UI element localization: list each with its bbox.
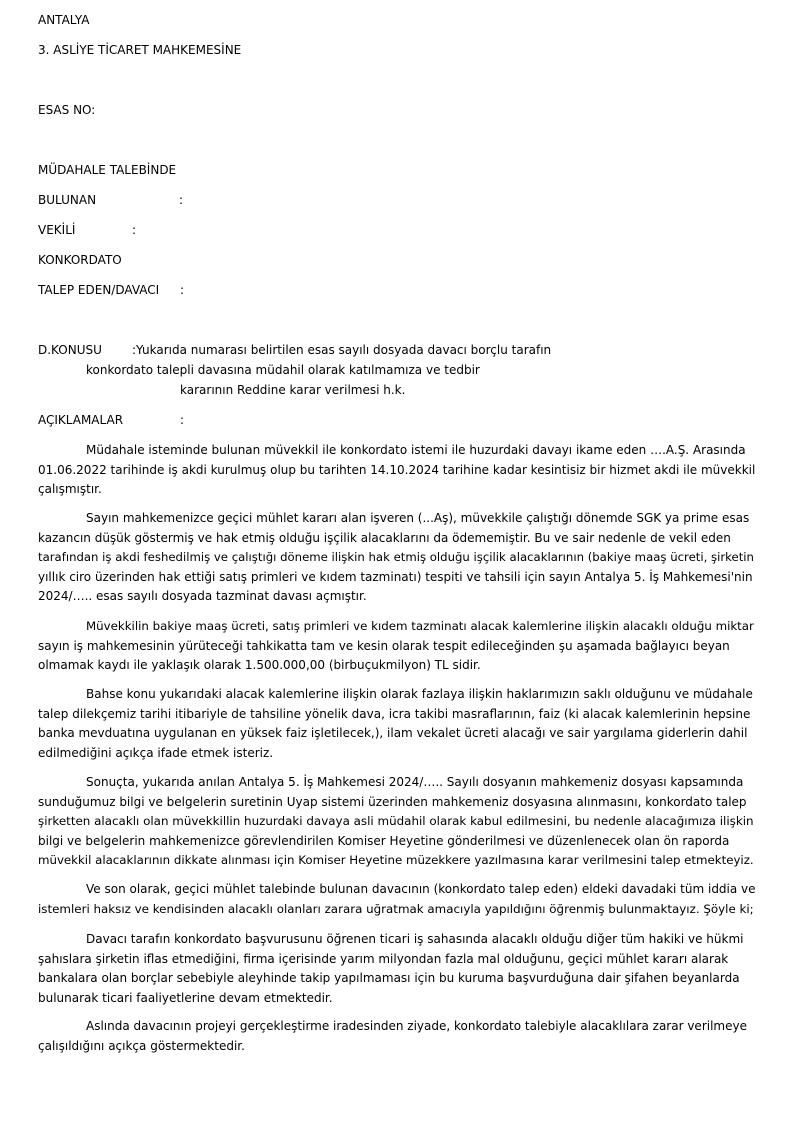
lawyer-colon: : xyxy=(132,223,137,237)
paragraph-line: yıllık ciro üzerinden hak ettiği satış primleri ve kıdem tazminatı) tespiti ve tahsili için sayın Antalya 5. İş Mahkemesi'nin xyxy=(38,569,753,584)
paragraph-line: 01.06.2022 tarihinde iş akdi kurulmuş olup bu tarihten 14.10.2024 tarihine kadar kesintisiz bir hizmet akdi ile müvekkil xyxy=(38,462,756,477)
paragraph-line: bulunarak ticari faaliyetlerine devam etmektedir. xyxy=(38,990,333,1005)
intervention-label-line1: MÜDAHALE TALEBİNDE xyxy=(38,163,177,177)
paragraph-line: bilgi ve belgelerin mahkemenizce görevlendirilen Komiser Heyetine gönderilmesi ve düzenlenecek olan ön raporda xyxy=(38,833,730,848)
paragraph-line: müvekkil alacaklarının dikkate alınması için Komiser Heyetine müzekkere yazılmasına karar verilmesini talep etmekteyiz. xyxy=(38,853,754,867)
lawyer-row xyxy=(38,222,158,238)
paragraph-5 xyxy=(38,773,758,871)
explanations-colon: : xyxy=(180,413,185,427)
paragraph-line: talep dilekçemiz tarihi itibariyle de tahsiline yönelik dava, icra takibi masraflarının, faiz (ki alacak kalemlerinin hepsine xyxy=(38,706,751,721)
paragraph-8 xyxy=(38,1017,758,1056)
paragraph-line: Ve son olarak, geçici mühlet talebinde bulunan davacının (konkordato talep eden) eldeki davadaki tüm iddia ve xyxy=(86,882,756,896)
subject-line1: :Yukarıda numarası belirtilen esas sayılı dosyada davacı borçlu tarafın xyxy=(132,343,552,357)
paragraph-line: Müdahale isteminde bulunan müvekkil ile konkordato istemi ile huzurdaki davayı ikame eden ….A.Ş. Arasında xyxy=(86,443,746,457)
paragraph-line: bankalara olan borçlar sebebiyle aleyhinde takip yapılmaması için bu kuruma başvurduğuna dair şifahen beyanlarda xyxy=(38,971,740,985)
paragraph-2 xyxy=(38,509,758,607)
bulunan-label: BULUNAN xyxy=(38,193,97,207)
esas-no-label: ESAS NO: xyxy=(38,103,96,117)
subject-line2: konkordato talepli davasına müdahil olarak katılmamıza ve tedbir xyxy=(86,363,480,377)
paragraph-line: istemleri haksız ve kendisinden alacaklı olanları zarara uğratmak amacıyla yapıldığını öğrenmiş bulunmaktayız. Şöyle ki; xyxy=(38,901,754,916)
paragraph-line: çalışmıştır. xyxy=(38,482,102,496)
paragraph-line: Davacı tarafın konkordato başvurusunu öğrenen ticari iş sahasında alacaklı olduğu diğer tüm hakiki ve hükmi xyxy=(86,932,744,946)
paragraph-line: Bahse konu yukarıdaki alacak kalemlerine ilişkin olarak fazlaya ilişkin haklarımızın saklı olduğunu ve müdahale xyxy=(86,687,753,701)
paragraph-line: kazancın düşük göstermiş ve hak etmiş olduğu işçilik alacaklarını da ödememiştir. Bu ve sair nedenle de vekil eden xyxy=(38,530,731,545)
header-city: ANTALYA xyxy=(38,13,90,27)
paragraph-line: Müvekkilin bakiye maaş ücreti, satış primleri ve kıdem tazminatı alacak kalemlerine ilişkin alacaklı olduğu miktar xyxy=(86,619,754,633)
paragraph-line: tarafından iş akdi feshedilmiş ve çalıştığı döneme ilişkin hak etmiş olduğu işçilik alacaklarının (bakiye maaş ücreti, şirketin xyxy=(38,550,754,564)
paragraph-line: edilmediğini açıkça ifade etmek isteriz. xyxy=(38,745,274,760)
intervention-label-line2 xyxy=(38,192,198,208)
explanations-label: AÇIKLAMALAR xyxy=(38,413,124,427)
paragraph-6 xyxy=(38,880,758,919)
paragraph-line: şirketten alacaklı olan müvekkillin huzurdaki davaya asli müdahil olarak kabul edilmesini, bu nedenle alacağımıza ilişkin xyxy=(38,814,754,828)
paragraph-line: Sonuçta, yukarıda anılan Antalya 5. İş Mahkemesi 2024/….. Sayılı dosyanın mahkemeniz dosyası kapsamında xyxy=(86,775,744,789)
konkordato-label-line1: KONKORDATO xyxy=(38,253,122,267)
paragraph-line: banka mevduatına uygulanan en yüksek faiz işletilecek,), ilam vekalet ücreti alacağı ve sair yargılama giderlerin dahil xyxy=(38,726,748,740)
talep-eden-colon: : xyxy=(180,283,185,297)
paragraph-line: şahıslara şirketin iflas etmediğini, firma içerisinde yarım milyondan fazla mal olduğunu, geçici mühlet kararı alarak xyxy=(38,951,729,966)
paragraph-1 xyxy=(38,441,758,500)
paragraph-4 xyxy=(38,685,758,763)
paragraph-line: sayın iş mahkemesinin yürüteceği tahkikatta tam ve kesin olarak tespit edileceğinden şu aşamada bağlayıcı beyan xyxy=(38,638,730,653)
paragraph-line: olmamak kaydı ile yaklaşık olarak 1.500.000,00 (birbuçukmilyon) TL sidir. xyxy=(38,658,481,672)
paragraph-line: Aslında davacının projeyi gerçekleştirme iradesinden ziyade, konkordato talebiyle alacaklılara zarar verilmeye xyxy=(86,1019,747,1033)
paragraph-3 xyxy=(38,617,758,676)
talep-eden-label: TALEP EDEN/DAVACI xyxy=(38,283,160,297)
explanations-row xyxy=(38,412,198,428)
paragraph-line: Sayın mahkemenizce geçici mühlet kararı alan işveren (...Aş), müvekkile çalıştığı dönemde SGK ya prime esas xyxy=(86,511,750,525)
subject-line3: kararının Reddine karar verilmesi h.k. xyxy=(180,383,406,397)
lawyer-label: VEKİLİ xyxy=(38,223,76,237)
paragraph-line: çalışıldığını açıkça göstermektedir. xyxy=(38,1038,245,1053)
court-name: 3. ASLİYE TİCARET MAHKEMESİNE xyxy=(38,43,242,57)
paragraph-line: 2024/….. esas sayılı dosyada tazminat davası açmıştır. xyxy=(38,589,367,603)
bulunan-colon: : xyxy=(179,193,184,207)
subject-label: D.KONUSU xyxy=(38,343,102,357)
paragraph-line: sunduğumuz bilgi ve belgelerin suretinin Uyap sistemi üzerinden mahkemeniz dosyasına alınmasını, konkordato talep xyxy=(38,794,747,809)
konkordato-row xyxy=(38,282,198,298)
paragraph-7 xyxy=(38,930,758,1008)
